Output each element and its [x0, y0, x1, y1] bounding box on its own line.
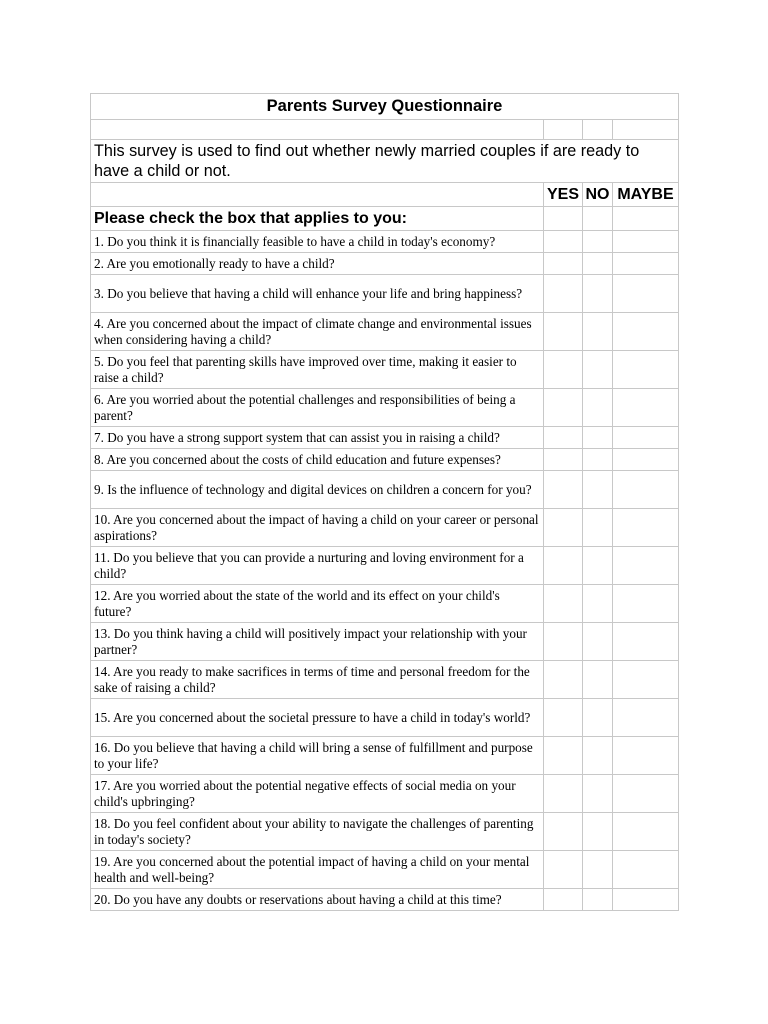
answer-box-no[interactable]	[583, 661, 613, 699]
answer-box-yes[interactable]	[544, 623, 583, 661]
answer-box-maybe[interactable]	[613, 471, 679, 509]
answer-box-yes[interactable]	[544, 389, 583, 427]
answer-box-no[interactable]	[583, 471, 613, 509]
answer-box-maybe[interactable]	[613, 427, 679, 449]
column-header-maybe: MAYBE	[613, 183, 679, 207]
answer-box-no[interactable]	[583, 313, 613, 351]
answer-box-no[interactable]	[583, 427, 613, 449]
survey-description: This survey is used to find out whether newly married couples if are ready to have a child or not.	[91, 140, 679, 183]
answer-box-no[interactable]	[583, 231, 613, 253]
question-text: 19. Are you concerned about the potential impact of having a child on your mental health and well-being?	[91, 851, 544, 889]
question-row	[91, 737, 679, 775]
answer-box-maybe[interactable]	[613, 231, 679, 253]
question-text: 8. Are you concerned about the costs of child education and future expenses?	[91, 449, 544, 471]
answer-box-no[interactable]	[583, 623, 613, 661]
answer-box-maybe[interactable]	[613, 275, 679, 313]
question-text: 18. Do you feel confident about your ability to navigate the challenges of parenting in today's society?	[91, 813, 544, 851]
blank-cell	[91, 183, 544, 207]
question-text: 20. Do you have any doubts or reservations about having a child at this time?	[91, 889, 544, 911]
column-header-row	[91, 183, 679, 207]
question-row	[91, 661, 679, 699]
answer-box-maybe[interactable]	[613, 313, 679, 351]
question-text: 12. Are you worried about the state of the world and its effect on your child's future?	[91, 585, 544, 623]
answer-box-maybe[interactable]	[613, 585, 679, 623]
answer-box-maybe[interactable]	[613, 889, 679, 911]
question-text: 15. Are you concerned about the societal pressure to have a child in today's world?	[91, 699, 544, 737]
description-row	[91, 140, 679, 183]
answer-box-yes[interactable]	[544, 813, 583, 851]
answer-box-no[interactable]	[583, 449, 613, 471]
question-row	[91, 253, 679, 275]
answer-box-maybe[interactable]	[613, 389, 679, 427]
column-header-yes: YES	[544, 183, 583, 207]
blank-cell	[583, 207, 613, 231]
question-row	[91, 585, 679, 623]
question-text: 4. Are you concerned about the impact of climate change and environmental issues when considering having a child?	[91, 313, 544, 351]
question-text: 9. Is the influence of technology and digital devices on children a concern for you?	[91, 471, 544, 509]
question-text: 11. Do you believe that you can provide a nurturing and loving environment for a child?	[91, 547, 544, 585]
question-text: 2. Are you emotionally ready to have a child?	[91, 253, 544, 275]
answer-box-no[interactable]	[583, 699, 613, 737]
answer-box-maybe[interactable]	[613, 351, 679, 389]
question-row	[91, 889, 679, 911]
answer-box-yes[interactable]	[544, 585, 583, 623]
instruction-row	[91, 207, 679, 231]
question-text: 7. Do you have a strong support system that can assist you in raising a child?	[91, 427, 544, 449]
blank-cell	[544, 207, 583, 231]
question-row	[91, 231, 679, 253]
answer-box-maybe[interactable]	[613, 253, 679, 275]
survey-title: Parents Survey Questionnaire	[91, 94, 679, 120]
answer-box-yes[interactable]	[544, 775, 583, 813]
question-row	[91, 547, 679, 585]
answer-box-yes[interactable]	[544, 231, 583, 253]
blank-cell	[613, 207, 679, 231]
answer-box-no[interactable]	[583, 509, 613, 547]
answer-box-yes[interactable]	[544, 509, 583, 547]
answer-box-maybe[interactable]	[613, 737, 679, 775]
question-row	[91, 775, 679, 813]
blank-cell	[583, 120, 613, 140]
question-row	[91, 449, 679, 471]
answer-box-maybe[interactable]	[613, 851, 679, 889]
question-row	[91, 471, 679, 509]
question-row	[91, 351, 679, 389]
question-text: 3. Do you believe that having a child will enhance your life and bring happiness?	[91, 275, 544, 313]
question-text: 16. Do you believe that having a child will bring a sense of fulfillment and purpose to your life?	[91, 737, 544, 775]
answer-box-maybe[interactable]	[613, 509, 679, 547]
answer-box-yes[interactable]	[544, 547, 583, 585]
question-text: 14. Are you ready to make sacrifices in terms of time and personal freedom for the sake of raising a child?	[91, 661, 544, 699]
question-text: 13. Do you think having a child will positively impact your relationship with your partner?	[91, 623, 544, 661]
answer-box-no[interactable]	[583, 389, 613, 427]
question-row	[91, 313, 679, 351]
answer-box-no[interactable]	[583, 351, 613, 389]
answer-box-no[interactable]	[583, 585, 613, 623]
answer-box-maybe[interactable]	[613, 775, 679, 813]
answer-box-yes[interactable]	[544, 449, 583, 471]
answer-box-no[interactable]	[583, 813, 613, 851]
question-row	[91, 851, 679, 889]
answer-box-maybe[interactable]	[613, 623, 679, 661]
instruction-text: Please check the box that applies to you:	[91, 207, 544, 231]
answer-box-no[interactable]	[583, 547, 613, 585]
answer-box-yes[interactable]	[544, 737, 583, 775]
answer-box-no[interactable]	[583, 253, 613, 275]
question-text: 1. Do you think it is financially feasible to have a child in today's economy?	[91, 231, 544, 253]
question-row	[91, 275, 679, 313]
question-row	[91, 623, 679, 661]
answer-box-no[interactable]	[583, 737, 613, 775]
question-row	[91, 699, 679, 737]
question-row	[91, 389, 679, 427]
answer-box-no[interactable]	[583, 275, 613, 313]
question-row	[91, 509, 679, 547]
answer-box-maybe[interactable]	[613, 547, 679, 585]
answer-box-maybe[interactable]	[613, 449, 679, 471]
blank-row	[91, 120, 679, 140]
answer-box-yes[interactable]	[544, 275, 583, 313]
blank-cell	[544, 120, 583, 140]
answer-box-yes[interactable]	[544, 889, 583, 911]
answer-box-yes[interactable]	[544, 253, 583, 275]
answer-box-maybe[interactable]	[613, 661, 679, 699]
answer-box-no[interactable]	[583, 775, 613, 813]
answer-box-yes[interactable]	[544, 699, 583, 737]
question-row	[91, 813, 679, 851]
answer-box-yes[interactable]	[544, 313, 583, 351]
column-header-no: NO	[583, 183, 613, 207]
question-text: 6. Are you worried about the potential challenges and responsibilities of being a parent?	[91, 389, 544, 427]
blank-cell	[91, 120, 544, 140]
answer-box-yes[interactable]	[544, 851, 583, 889]
answer-box-yes[interactable]	[544, 661, 583, 699]
question-text: 10. Are you concerned about the impact of having a child on your career or personal aspirations?	[91, 509, 544, 547]
question-text: 17. Are you worried about the potential negative effects of social media on your child's upbringing?	[91, 775, 544, 813]
answer-box-no[interactable]	[583, 851, 613, 889]
answer-box-yes[interactable]	[544, 427, 583, 449]
answer-box-yes[interactable]	[544, 351, 583, 389]
question-text: 5. Do you feel that parenting skills have improved over time, making it easier to raise a child?	[91, 351, 544, 389]
title-row	[91, 94, 679, 120]
answer-box-maybe[interactable]	[613, 813, 679, 851]
question-row	[91, 427, 679, 449]
answer-box-maybe[interactable]	[613, 699, 679, 737]
answer-box-yes[interactable]	[544, 471, 583, 509]
blank-cell	[613, 120, 679, 140]
answer-box-no[interactable]	[583, 889, 613, 911]
survey-table	[90, 93, 679, 911]
